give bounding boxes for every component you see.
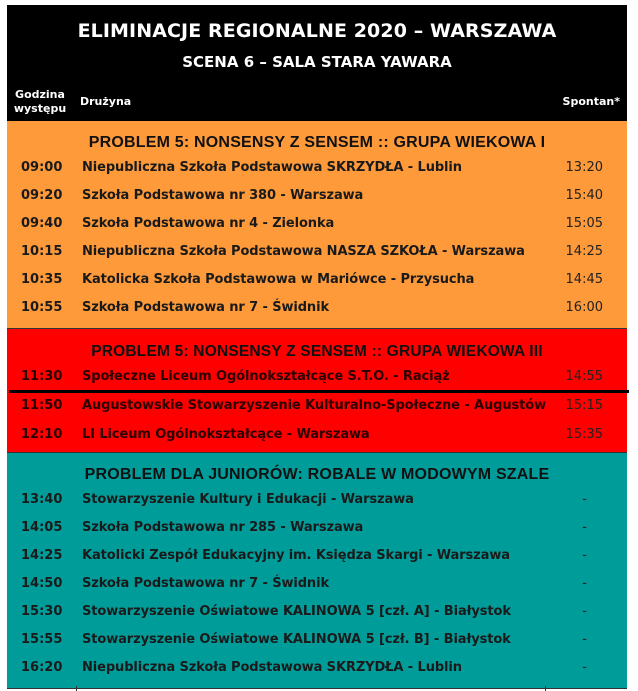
table-row: [7, 154, 627, 182]
row-time: 09:00: [21, 160, 63, 175]
row-team: Szkoła Podstawowa nr 380 - Warszawa: [82, 188, 364, 203]
row-time: 15:30: [21, 604, 63, 619]
row-time: 10:35: [21, 272, 63, 287]
table-row: [7, 266, 627, 294]
row-team: Stowarzyszenie Oświatowe KALINOWA 5 [czł. B] - Białystok: [82, 632, 511, 647]
table-row: [7, 598, 627, 626]
row-spontan: 14:55: [565, 369, 603, 384]
row-spontan: 15:40: [565, 188, 603, 203]
page-title: ELIMINACJE REGIONALNE 2020 – WARSZAWA: [77, 20, 557, 42]
section-juniors: [7, 453, 627, 689]
table-row: [7, 238, 627, 266]
row-team: Szkoła Podstawowa nr 7 - Świdnik: [82, 300, 329, 315]
section-title: PROBLEM DLA JUNIORÓW: ROBALE W MODOWYM SZALE: [84, 466, 550, 483]
row-time: 09:20: [21, 188, 63, 203]
table-row: [7, 626, 627, 654]
row-time: 15:55: [21, 632, 63, 647]
column-divider: [545, 686, 546, 691]
schedule-table: [7, 5, 627, 689]
row-spontan: -: [582, 492, 587, 507]
row-spontan: -: [582, 604, 587, 619]
row-team: Katolicki Zespół Edukacyjny im. Księdza Skargi - Warszawa: [82, 548, 510, 563]
table-row: [7, 654, 627, 682]
row-team: Społeczne Liceum Ogólnokształcące S.T.O. - Raciąż: [82, 369, 450, 384]
table-row: [7, 570, 627, 598]
row-team: Szkoła Podstawowa nr 4 - Zielonka: [82, 216, 335, 231]
table-header: [7, 5, 627, 121]
table-row: [7, 182, 627, 210]
row-team: Stowarzyszenie Kultury i Edukacji - Warszawa: [82, 492, 414, 507]
row-spontan: -: [582, 548, 587, 563]
table-row: [7, 514, 627, 542]
row-spontan: 15:05: [565, 216, 603, 231]
table-row: [7, 294, 627, 322]
row-team: Szkoła Podstawowa nr 7 - Świdnik: [82, 576, 329, 591]
column-header-time-line2: występu: [13, 102, 67, 115]
table-row: [7, 486, 627, 514]
row-team: Niepubliczna Szkoła Podstawowa SKRZYDŁA - Lublin: [82, 660, 462, 675]
row-team: Katolicka Szkoła Podstawowa w Mariówce - Przysucha: [82, 272, 475, 287]
row-spontan: -: [582, 520, 587, 535]
column-header-time: [11, 88, 69, 116]
row-spontan: -: [582, 632, 587, 647]
section-title: PROBLEM 5: NONSENSY Z SENSEM :: GRUPA WIEKOWA III: [91, 343, 543, 360]
row-time: 13:40: [21, 492, 63, 507]
column-header-time-line1: Godzina: [15, 88, 65, 101]
row-spontan: 13:20: [565, 160, 603, 175]
row-time: 11:50: [21, 398, 63, 413]
row-spontan: -: [582, 576, 587, 591]
row-time: 16:20: [21, 660, 63, 675]
row-spontan: -: [582, 660, 587, 675]
row-time: 11:30: [21, 369, 63, 384]
row-spontan: 14:25: [565, 244, 603, 259]
section-title: PROBLEM 5: NONSENSY Z SENSEM :: GRUPA WIEKOWA I: [88, 134, 546, 151]
section-group-i: [7, 121, 627, 329]
row-spontan: 16:00: [565, 300, 603, 315]
row-team: Szkoła Podstawowa nr 285 - Warszawa: [82, 520, 364, 535]
row-team: Niepubliczna Szkoła Podstawowa SKRZYDŁA - Lublin: [82, 160, 462, 175]
table-row: [7, 210, 627, 238]
strikethrough-line: [9, 390, 629, 393]
table-row: [7, 542, 627, 570]
row-time: 12:10: [21, 427, 63, 442]
row-spontan: 14:45: [565, 272, 603, 287]
row-spontan: 15:15: [565, 398, 603, 413]
table-row: [7, 421, 627, 450]
row-time: 10:55: [21, 300, 63, 315]
table-row: [7, 363, 627, 392]
column-header-spontan: Spontan*: [562, 95, 620, 108]
row-team: Stowarzyszenie Oświatowe KALINOWA 5 [czł. A] - Białystok: [82, 604, 511, 619]
row-spontan: 15:35: [565, 427, 603, 442]
row-time: 14:25: [21, 548, 63, 563]
table-row: [7, 392, 627, 421]
row-time: 14:50: [21, 576, 63, 591]
row-time: 09:40: [21, 216, 63, 231]
row-time: 14:05: [21, 520, 63, 535]
column-header-team: Drużyna: [80, 95, 132, 108]
column-divider: [76, 686, 77, 691]
row-team: Augustowskie Stowarzyszenie Kulturalno-Społeczne - Augustów: [82, 398, 547, 413]
row-team: LI Liceum Ogólnokształcące - Warszawa: [82, 427, 370, 442]
row-time: 10:15: [21, 244, 63, 259]
page-subtitle: SCENA 6 – SALA STARA YAWARA: [182, 53, 452, 71]
row-team: Niepubliczna Szkoła Podstawowa NASZA SZKOŁA - Warszawa: [82, 244, 525, 259]
